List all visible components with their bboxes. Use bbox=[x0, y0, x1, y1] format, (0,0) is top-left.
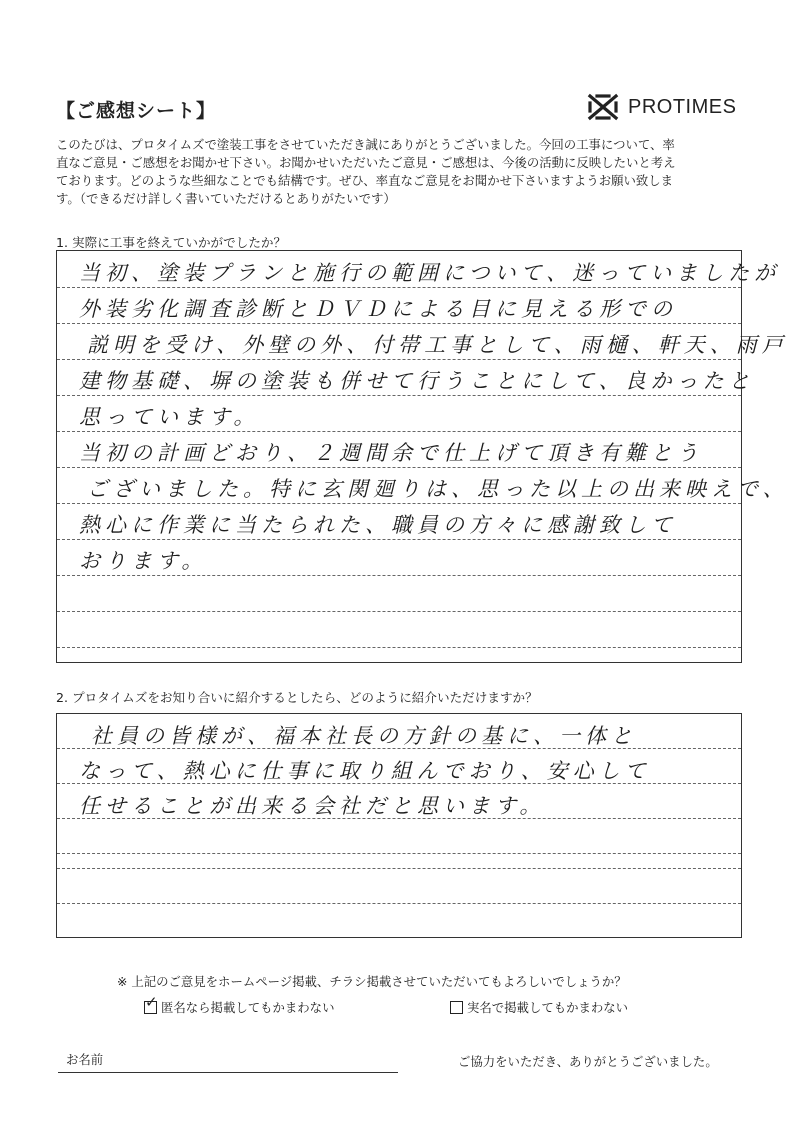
intro-line: す。（できるだけ詳しく書いていただけるとありがたいです） bbox=[56, 191, 396, 206]
handwritten-answer-line: 建物基礎、塀の塗装も併せて行うことにして、良かったと bbox=[79, 369, 755, 393]
question-2-label: 2. プロタイムズをお知り合いに紹介するとしたら、どのように紹介いただけますか？ bbox=[56, 690, 538, 705]
intro-line: 直なご意見・ご感想をお聞かせ下さい。お聞かせいただいたご意見・ご感想は、今後の活動に反映したいと考え bbox=[56, 155, 676, 170]
option-anonymous[interactable] bbox=[144, 992, 335, 1016]
ruled-line bbox=[57, 539, 741, 540]
publish-permission-note: ※ 上記のご意見をホームページ掲載、チラシ掲載させていただいてもよろしいでしょうか？ bbox=[117, 974, 627, 989]
ruled-line bbox=[57, 431, 741, 432]
handwritten-answer-line: 思っています。 bbox=[79, 405, 260, 429]
handwritten-answer-line: 当初の計画どおり、２週間余で仕上げて頂き有難とう bbox=[79, 441, 703, 465]
ruled-line bbox=[57, 503, 741, 504]
logo-text: PROTIMES bbox=[628, 95, 737, 118]
handwritten-answer-line: 外装劣化調査診断とＤＶＤによる目に見える形での bbox=[79, 297, 677, 321]
name-label: お名前 bbox=[66, 1052, 104, 1067]
ruled-line bbox=[57, 323, 741, 324]
protimes-logo bbox=[586, 92, 736, 122]
intro-line: ております。どのような些細なことでも結構です。ぜひ、率直なご意見をお聞かせ下さいますようお願い致しま bbox=[56, 173, 674, 188]
handwritten-answer-line: おります。 bbox=[79, 549, 208, 573]
thanks-message: ご協力をいただき、ありがとうございました。 bbox=[458, 1054, 718, 1069]
handwritten-answer-line: 任せることが出来る会社だと思います。 bbox=[79, 794, 546, 818]
intro-line: このたびは、プロタイムズで塗装工事をさせていただき誠にありがとうございました。今回の工事について、率 bbox=[56, 137, 675, 152]
ruled-line bbox=[57, 903, 741, 904]
handwritten-answer-line: なって、熱心に仕事に取り組んでおり、安心して bbox=[79, 759, 651, 783]
option-anonymous-label: 匿名なら掲載してもかまわない bbox=[161, 1000, 335, 1015]
name-input-line[interactable] bbox=[58, 1072, 398, 1073]
ruled-line bbox=[57, 359, 741, 360]
question-1-answer-box[interactable] bbox=[56, 250, 789, 663]
question-2-answer-box[interactable] bbox=[56, 713, 742, 938]
protimes-logo-icon bbox=[586, 92, 620, 122]
handwritten-answer-line: 社員の皆様が、福本社長の方針の基に、一体と bbox=[91, 724, 637, 748]
ruled-line bbox=[57, 575, 741, 576]
option-realname-label: 実名で掲載してもかまわない bbox=[467, 1000, 629, 1015]
handwritten-answer-line: 説明を受け、外壁の外、付帯工事として、雨樋、軒天、雨戸 bbox=[87, 333, 788, 357]
handwritten-answer-line: ございました。特に玄関廻りは、思った以上の出来映えで、 bbox=[87, 477, 789, 501]
ruled-line bbox=[57, 467, 741, 468]
handwritten-answer-line: 熱心に作業に当たられた、職員の方々に感謝致して bbox=[79, 513, 677, 537]
ruled-line bbox=[57, 868, 741, 869]
sheet-title: 【ご感想シート】 bbox=[56, 100, 217, 122]
question-1-label: 1. 実際に工事を終えていかがでしたか？ bbox=[56, 235, 287, 250]
ruled-line bbox=[57, 287, 741, 288]
ruled-line bbox=[57, 611, 741, 612]
checkbox-realname[interactable] bbox=[450, 1001, 463, 1014]
option-realname[interactable] bbox=[450, 998, 628, 1016]
check-mark-icon: ✓ bbox=[145, 992, 158, 1011]
ruled-line bbox=[57, 853, 741, 854]
handwritten-answer-line: 当初、塗装プランと施行の範囲について、迷っていましたが bbox=[79, 261, 781, 285]
ruled-line bbox=[57, 647, 741, 648]
checkbox-anonymous[interactable] bbox=[144, 992, 158, 1014]
intro-text bbox=[56, 136, 746, 208]
ruled-line bbox=[57, 395, 741, 396]
